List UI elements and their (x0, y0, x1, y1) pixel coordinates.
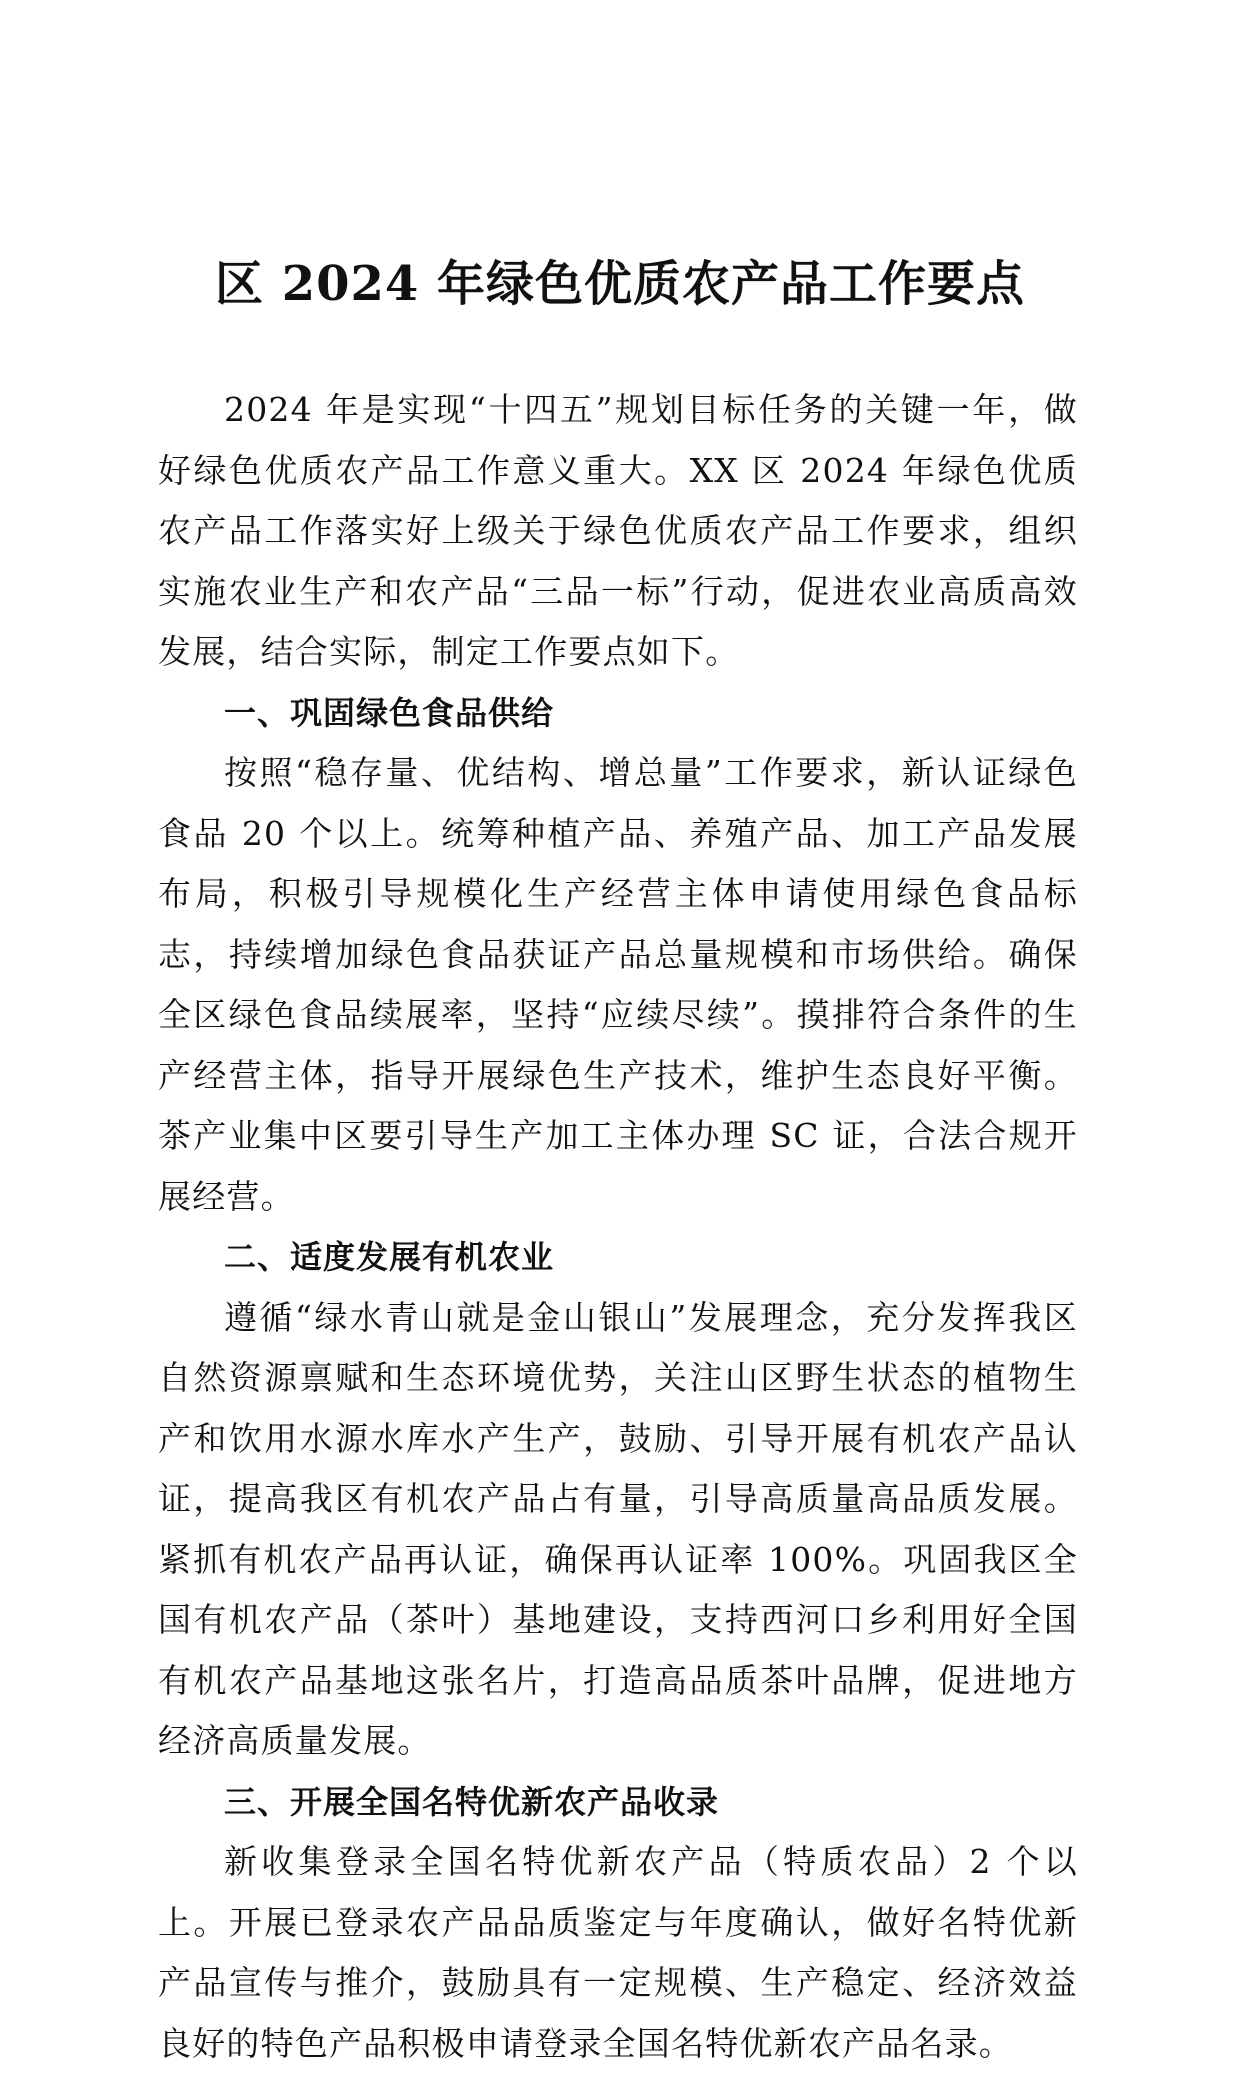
document-title: 区 2024 年绿色优质农产品工作要点 (214, 256, 1026, 312)
section-paragraph-2: 遵循“绿水青山就是金山银山”发展理念，充分发挥我区自然资源禀赋和生态环境优势，关注山区野生状态的植物生产和饮用水源水库水产生产，鼓励、引导开展有机农产品认证，提高我区有机农产品占有量，引导高质量高品质发展。紧抓有机农产品再认证，确保再认证率 100%。巩固我区全国有机农产品（茶叶）基地建设，支持西河口乡利用好全国有机农产品基地这张名片，打造高品质茶叶品牌，促进地方经济高质量发展。 (158, 1297, 1078, 1760)
section-heading-2: 二、适度发展有机农业 (224, 1238, 555, 1276)
intro-paragraph: 2024 年是实现“十四五”规划目标任务的关键一年，做好绿色优质农产品工作意义重大。XX 区 2024 年绿色优质农产品工作落实好上级关于绿色优质农产品工作要求，组织实施农业生产和农产品“三品一标”行动，促进农业高质高效发展，结合实际，制定工作要点如下。 (158, 390, 1078, 671)
section-heading-1: 一、巩固绿色食品供给 (224, 693, 555, 732)
section-paragraph-1: 按照“稳存量、优结构、增总量”工作要求，新认证绿色食品 20 个以上。统筹种植产品、养殖产品、加工产品发展布局，积极引导规模化生产经营主体申请使用绿色食品标志，持续增加绿色食品获证产品总量规模和市场供给。确保全区绿色食品续展率，坚持“应续尽续”。摸排符合条件的生产经营主体，指导开展绿色生产技术，维护生态良好平衡。茶产业集中区要引导生产加工主体办理 SC 证，合法合规开展经营。 (158, 753, 1078, 1216)
document-body (158, 380, 1078, 2074)
section-paragraph-3: 新收集登录全国名特优新农产品（特质农品）2 个以上。开展已登录农产品品质鉴定与年度确认，做好名特优新产品宣传与推介，鼓励具有一定规模、生产稳定、经济效益良好的特色产品积极申请登录全国名特优新农产品名录。 (158, 1842, 1078, 2063)
section-heading-3: 三、开展全国名特优新农产品收录 (224, 1782, 720, 1821)
